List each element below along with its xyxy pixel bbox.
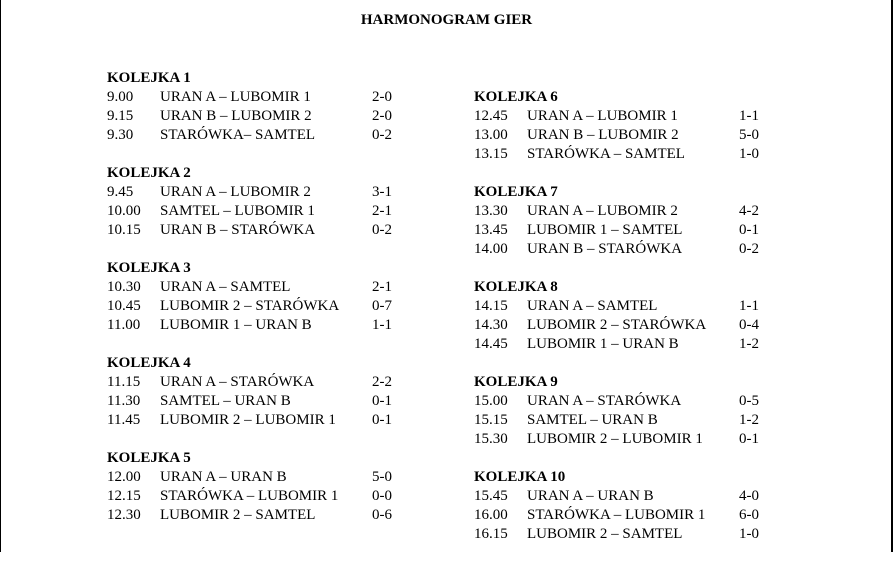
- match-time: 13.15: [474, 146, 508, 162]
- match-row: [474, 335, 874, 354]
- match-time: 11.00: [107, 317, 141, 333]
- round-heading: KOLEJKA 2: [107, 165, 191, 181]
- match-score: 2-1: [372, 203, 392, 219]
- match-score: 0-1: [739, 222, 759, 238]
- round-heading: KOLEJKA 9: [474, 374, 558, 390]
- match-row: [474, 221, 874, 240]
- match-time: 10.30: [107, 279, 141, 295]
- match-score: 2-1: [372, 279, 392, 295]
- match-time: 9.45: [107, 184, 134, 200]
- round-4: [107, 354, 507, 430]
- match-score: 0-1: [739, 431, 759, 447]
- match-row: [107, 487, 507, 506]
- match-score: 6-0: [739, 507, 759, 523]
- match-time: 13.45: [474, 222, 508, 238]
- match-score: 3-1: [372, 184, 392, 200]
- match-teams: URAN A – URAN B: [527, 488, 654, 504]
- round-1: [107, 69, 507, 145]
- round-heading: KOLEJKA 8: [474, 279, 558, 295]
- left-column: [107, 69, 507, 544]
- match-score: 0-1: [372, 412, 392, 428]
- round-6: [474, 88, 874, 164]
- match-score: 0-2: [372, 222, 392, 238]
- right-column: [474, 88, 874, 563]
- round-heading: KOLEJKA 7: [474, 184, 558, 200]
- match-time: 16.15: [474, 526, 508, 542]
- match-row: [107, 392, 507, 411]
- match-score: 5-0: [739, 127, 759, 143]
- match-score: 2-0: [372, 89, 392, 105]
- match-time: 16.00: [474, 507, 508, 523]
- match-row: [107, 126, 507, 145]
- match-time: 14.15: [474, 298, 508, 314]
- match-teams: LUBOMIR 2 – LUBOMIR 1: [527, 431, 703, 447]
- match-teams: URAN A – SAMTEL: [160, 279, 291, 295]
- match-row: [474, 430, 874, 449]
- match-time: 11.15: [107, 374, 141, 390]
- match-row: [107, 297, 507, 316]
- match-time: 15.45: [474, 488, 508, 504]
- match-score: 1-2: [739, 336, 759, 352]
- match-time: 14.30: [474, 317, 508, 333]
- match-row: [107, 411, 507, 430]
- match-row: [474, 107, 874, 126]
- round-5: [107, 449, 507, 525]
- match-row: [474, 506, 874, 525]
- match-row: [107, 202, 507, 221]
- match-teams: URAN A – LUBOMIR 1: [160, 89, 311, 105]
- round-3: [107, 259, 507, 335]
- match-teams: STARÓWKA– SAMTEL: [160, 127, 316, 143]
- match-teams: SAMTEL – URAN B: [527, 412, 658, 428]
- match-teams: LUBOMIR 2 – LUBOMIR 1: [160, 412, 336, 428]
- match-time: 10.45: [107, 298, 141, 314]
- match-row: [474, 525, 874, 544]
- match-time: 9.30: [107, 127, 134, 143]
- match-time: 14.00: [474, 241, 508, 257]
- match-teams: LUBOMIR 2 – STARÓWKA: [527, 317, 707, 333]
- match-time: 12.45: [474, 108, 508, 124]
- match-row: [107, 316, 507, 335]
- match-row: [107, 221, 507, 240]
- match-row: [107, 107, 507, 126]
- match-teams: URAN B – LUBOMIR 2: [160, 108, 312, 124]
- match-time: 15.00: [474, 393, 508, 409]
- match-teams: STARÓWKA – LUBOMIR 1: [160, 488, 339, 504]
- match-row: [474, 145, 874, 164]
- match-score: 0-4: [739, 317, 759, 333]
- match-teams: URAN A – LUBOMIR 2: [160, 184, 311, 200]
- match-score: 0-6: [372, 507, 392, 523]
- match-teams: LUBOMIR 1 – URAN B: [160, 317, 312, 333]
- match-row: [107, 88, 507, 107]
- match-row: [107, 183, 507, 202]
- match-time: 10.15: [107, 222, 141, 238]
- round-7: [474, 183, 874, 259]
- match-row: [107, 468, 507, 487]
- match-time: 12.15: [107, 488, 141, 504]
- match-teams: URAN B – STARÓWKA: [527, 241, 683, 257]
- match-score: 0-5: [739, 393, 759, 409]
- match-score: 1-2: [739, 412, 759, 428]
- match-score: 0-1: [372, 393, 392, 409]
- match-teams: STARÓWKA – SAMTEL: [527, 146, 685, 162]
- match-row: [474, 297, 874, 316]
- match-time: 12.00: [107, 469, 141, 485]
- round-8: [474, 278, 874, 354]
- match-score: 0-2: [739, 241, 759, 257]
- match-row: [474, 316, 874, 335]
- match-row: [474, 240, 874, 259]
- match-score: 1-0: [739, 526, 759, 542]
- match-teams: STARÓWKA – LUBOMIR 1: [527, 507, 706, 523]
- match-teams: URAN A – STARÓWKA: [527, 393, 682, 409]
- match-time: 9.00: [107, 89, 134, 105]
- match-teams: LUBOMIR 1 – URAN B: [527, 336, 679, 352]
- match-time: 13.30: [474, 203, 508, 219]
- match-teams: LUBOMIR 2 – STARÓWKA: [160, 298, 340, 314]
- round-heading: KOLEJKA 6: [474, 89, 558, 105]
- match-teams: URAN A – LUBOMIR 1: [527, 108, 678, 124]
- match-time: 15.15: [474, 412, 508, 428]
- match-row: [474, 202, 874, 221]
- match-teams: SAMTEL – LUBOMIR 1: [160, 203, 315, 219]
- match-score: 0-2: [372, 127, 392, 143]
- round-2: [107, 164, 507, 240]
- match-score: 1-1: [739, 298, 759, 314]
- match-score: 4-2: [739, 203, 759, 219]
- page-border-left: [0, 0, 1, 552]
- match-row: [107, 278, 507, 297]
- match-teams: SAMTEL – URAN B: [160, 393, 291, 409]
- match-teams: URAN B – STARÓWKA: [160, 222, 316, 238]
- match-row: [474, 126, 874, 145]
- match-teams: LUBOMIR 1 – SAMTEL: [527, 222, 683, 238]
- match-teams: URAN A – STARÓWKA: [160, 374, 315, 390]
- document-title: HARMONOGRAM GIER: [360, 12, 533, 28]
- match-teams: URAN A – SAMTEL: [527, 298, 658, 314]
- match-score: 2-2: [372, 374, 392, 390]
- round-heading: KOLEJKA 10: [474, 469, 566, 485]
- match-score: 1-1: [739, 108, 759, 124]
- match-time: 15.30: [474, 431, 508, 447]
- match-teams: URAN A – URAN B: [160, 469, 287, 485]
- round-heading: KOLEJKA 1: [107, 70, 191, 86]
- match-score: 1-0: [739, 146, 759, 162]
- match-time: 12.30: [107, 507, 141, 523]
- match-score: 5-0: [372, 469, 392, 485]
- match-teams: LUBOMIR 2 – SAMTEL: [160, 507, 316, 523]
- round-10: [474, 468, 874, 544]
- match-time: 11.30: [107, 393, 141, 409]
- match-row: [474, 411, 874, 430]
- match-time: 11.45: [107, 412, 141, 428]
- match-score: 4-0: [739, 488, 759, 504]
- round-9: [474, 373, 874, 449]
- match-row: [107, 506, 507, 525]
- match-score: 1-1: [372, 317, 392, 333]
- match-teams: URAN A – LUBOMIR 2: [527, 203, 678, 219]
- match-time: 13.00: [474, 127, 508, 143]
- match-time: 14.45: [474, 336, 508, 352]
- match-row: [474, 487, 874, 506]
- round-heading: KOLEJKA 5: [107, 450, 191, 466]
- match-time: 9.15: [107, 108, 134, 124]
- match-teams: URAN B – LUBOMIR 2: [527, 127, 679, 143]
- round-heading: KOLEJKA 3: [107, 260, 191, 276]
- round-heading: KOLEJKA 4: [107, 355, 191, 371]
- match-row: [107, 373, 507, 392]
- match-teams: LUBOMIR 2 – SAMTEL: [527, 526, 683, 542]
- match-row: [474, 392, 874, 411]
- match-score: 2-0: [372, 108, 392, 124]
- match-time: 10.00: [107, 203, 141, 219]
- match-score: 0-7: [372, 298, 392, 314]
- match-score: 0-0: [372, 488, 392, 504]
